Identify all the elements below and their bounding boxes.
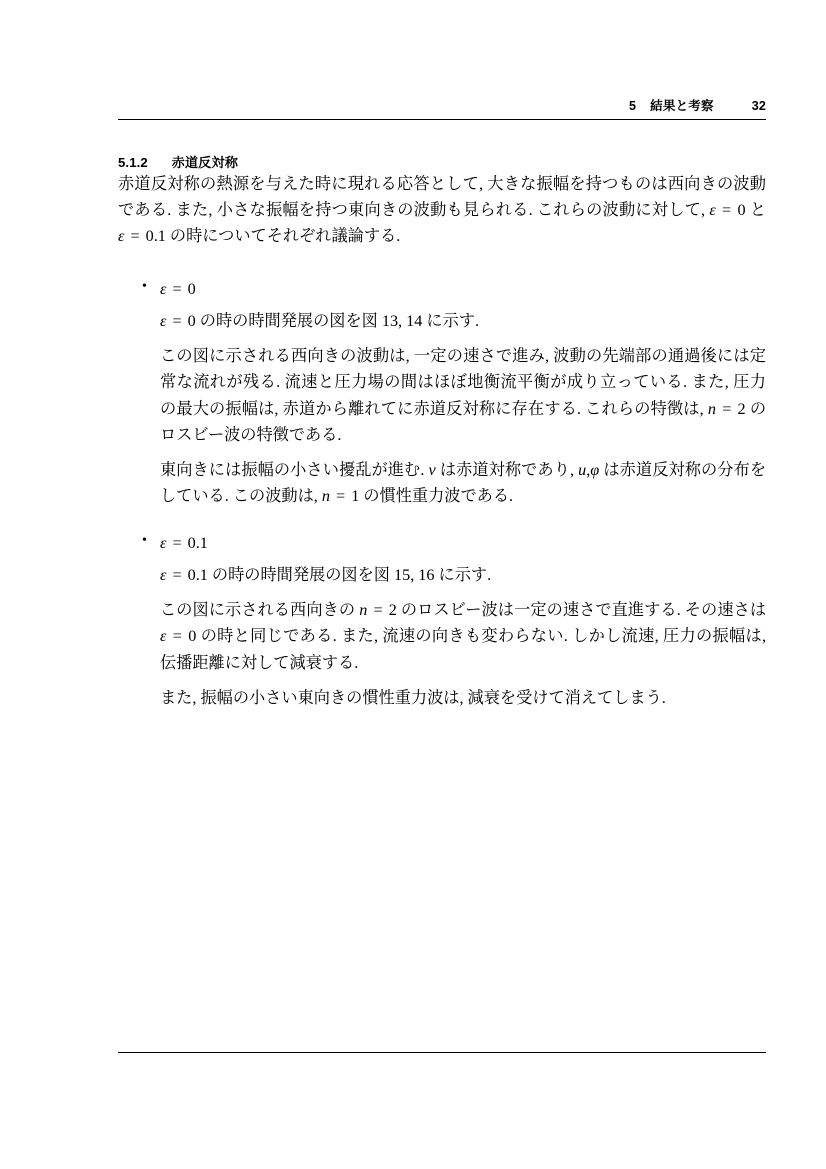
intro-paragraph: 赤道反対称の熱源を与えた時に現れる応答として, 大きな振幅を持つものは西向きの波動である. また, 小さな振幅を持つ東向きの波動も見られる. これらの波動に対して, ε = 0 と ε = 0.1 の時についてそれぞれ議論する. bbox=[118, 175, 767, 246]
header-rule bbox=[118, 119, 766, 120]
section-heading bbox=[118, 152, 766, 171]
list-item bbox=[118, 276, 766, 510]
section-number: 5.1.2 bbox=[118, 155, 148, 170]
case-01-paragraph-3: また, 振幅の小さい東向きの慣性重力波は, 減衰を受けて消えてしまう. bbox=[160, 688, 666, 707]
case-0-paragraph-2: この図に示される西向きの波動は, 一定の速さで進み, 波動の先端部の通過後には定常な流れが残る. 流速と圧力場の間はほぼ地衡流平衡が成り立っている. また, 圧力の最大の振幅は, 赤道から離れてに赤道反対称に存在する. これらの特徴は, n = 2 のロスビー波の特徴である. bbox=[160, 347, 767, 444]
case-0-paragraph-1: ε = 0 の時の時間発展の図を図 13, 14 に示す. bbox=[160, 311, 479, 330]
page-content bbox=[118, 96, 766, 715]
bullet-glyph: • bbox=[142, 278, 147, 294]
section-title: 赤道反対称 bbox=[171, 155, 239, 170]
case-label-epsilon-01: ε = 0.1 bbox=[160, 533, 208, 552]
case-01-paragraph-2: この図に示される西向きの n = 2 のロスビー波は一定の速さで直進する. その速さは ε = 0 の時と同じである. また, 流速の向きも変わらない. しかし流速, 圧力の振幅は, 伝播距離に対して減衰する. bbox=[160, 601, 767, 672]
footer-rule bbox=[118, 1052, 766, 1053]
case-label-epsilon-0: ε = 0 bbox=[160, 279, 196, 298]
running-head bbox=[118, 96, 766, 119]
case-0-paragraph-3: 東向きには振幅の小さい擾乱が進む. v は赤道対称であり, u,φ は赤道反対称の分布をしている. この波動は, n = 1 の慣性重力波である. bbox=[160, 461, 767, 506]
case-list bbox=[118, 276, 766, 711]
running-head-chapter-number: 5 bbox=[629, 99, 637, 113]
page-number: 32 bbox=[751, 99, 766, 113]
running-head-chapter-title: 結果と考察 bbox=[650, 99, 714, 113]
list-item bbox=[118, 530, 766, 711]
case-01-paragraph-1: ε = 0.1 の時の時間発展の図を図 15, 16 に示す. bbox=[160, 565, 492, 584]
bullet-glyph: • bbox=[142, 532, 147, 548]
